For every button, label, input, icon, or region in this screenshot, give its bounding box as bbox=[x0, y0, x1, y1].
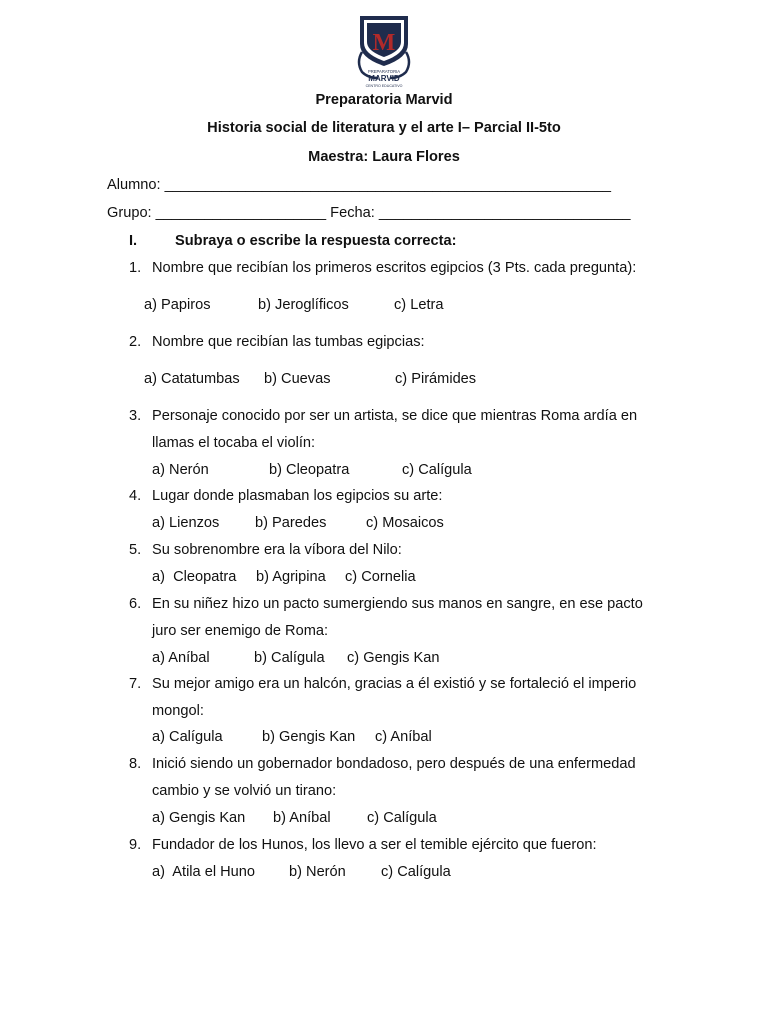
question-text: Nombre que recibían los primeros escritos egipcios (3 Pts. cada pregunta): bbox=[152, 260, 637, 276]
answer-option[interactable]: a) Atila el Huno bbox=[152, 864, 256, 880]
answer-option[interactable]: b) Gengis Kan bbox=[262, 729, 356, 745]
answer-option[interactable]: a) Papiros bbox=[144, 297, 211, 313]
question-text-cont: mongol: bbox=[152, 703, 204, 719]
answer-option[interactable]: a) Lienzos bbox=[152, 515, 220, 531]
answer-option[interactable]: b) Cleopatra bbox=[269, 462, 350, 478]
question-number: 2. bbox=[129, 334, 142, 350]
answer-option[interactable]: b) Nerón bbox=[289, 864, 346, 880]
school-logo-crest bbox=[356, 14, 412, 90]
answer-option[interactable]: a) Cleopatra bbox=[152, 569, 237, 585]
answer-option[interactable]: b) Cuevas bbox=[264, 371, 331, 387]
question-text-cont: llamas el tocaba el violín: bbox=[152, 435, 316, 451]
answer-option[interactable]: a) Gengis Kan bbox=[152, 810, 246, 826]
answer-option[interactable]: c) Gengis Kan bbox=[347, 650, 440, 666]
student-name-field[interactable]: Alumno: _______________________________________________________ bbox=[107, 177, 611, 193]
question-number: 3. bbox=[129, 408, 142, 424]
question-text-cont: juro ser enemigo de Roma: bbox=[152, 623, 329, 639]
answer-option[interactable]: b) Jeroglíficos bbox=[258, 297, 349, 313]
answer-option[interactable]: b) Calígula bbox=[254, 650, 325, 666]
answer-option[interactable]: b) Aníbal bbox=[273, 810, 331, 826]
question-text-cont: cambio y se volvió un tirano: bbox=[152, 783, 337, 799]
section-title: Subraya o escribe la respuesta correcta: bbox=[175, 233, 457, 249]
question-text: Nombre que recibían las tumbas egipcias: bbox=[152, 334, 425, 350]
course-title: Historia social de literatura y el arte I– Parcial II-5to bbox=[207, 120, 561, 136]
answer-option[interactable]: a) Nerón bbox=[152, 462, 209, 478]
answer-option[interactable]: c) Mosaicos bbox=[366, 515, 444, 531]
question-text: Su sobrenombre era la víbora del Nilo: bbox=[152, 542, 402, 558]
answer-option[interactable]: c) Calígula bbox=[402, 462, 472, 478]
answer-option[interactable]: c) Aníbal bbox=[375, 729, 432, 745]
logo-text-top: PREPARATORIA bbox=[367, 69, 401, 74]
answer-option[interactable]: c) Calígula bbox=[381, 864, 451, 880]
question-number: 9. bbox=[129, 837, 142, 853]
logo-text-bottom: CENTRO EDUCATIVO bbox=[365, 84, 403, 88]
answer-option[interactable]: a) Catatumbas bbox=[144, 371, 240, 387]
question-number: 6. bbox=[129, 596, 142, 612]
question-text: Su mejor amigo era un halcón, gracias a él existió y se fortaleció el imperio bbox=[152, 676, 637, 692]
question-text: Lugar donde plasmaban los egipcios su arte: bbox=[152, 488, 443, 504]
section-number: I. bbox=[129, 233, 138, 249]
answer-option[interactable]: b) Paredes bbox=[255, 515, 327, 531]
question-number: 8. bbox=[129, 756, 142, 772]
group-date-field[interactable]: Grupo: _____________________ Fecha: _______________________________ bbox=[107, 205, 631, 221]
question-text: Fundador de los Hunos, los llevo a ser el temible ejército que fueron: bbox=[152, 837, 597, 853]
logo-text-main: MARVID bbox=[368, 74, 400, 83]
answer-option[interactable]: c) Pirámides bbox=[395, 371, 477, 387]
answer-option[interactable]: a) Calígula bbox=[152, 729, 223, 745]
question-number: 1. bbox=[129, 260, 142, 276]
answer-option[interactable]: c) Letra bbox=[394, 297, 444, 313]
question-number: 5. bbox=[129, 542, 142, 558]
question-number: 7. bbox=[129, 676, 142, 692]
answer-option[interactable]: c) Cornelia bbox=[345, 569, 416, 585]
question-text: Inició siendo un gobernador bondadoso, pero después de una enfermedad bbox=[152, 756, 636, 772]
answer-option[interactable]: b) Agripina bbox=[256, 569, 326, 585]
school-name: Preparatoria Marvid bbox=[315, 92, 453, 108]
teacher-name: Maestra: Laura Flores bbox=[308, 149, 460, 165]
answer-option[interactable]: a) Aníbal bbox=[152, 650, 210, 666]
answer-option[interactable]: c) Calígula bbox=[367, 810, 437, 826]
question-text: En su niñez hizo un pacto sumergiendo sus manos en sangre, en ese pacto bbox=[152, 596, 643, 612]
logo-letter: M bbox=[372, 30, 396, 56]
question-number: 4. bbox=[129, 488, 142, 504]
question-text: Personaje conocido por ser un artista, se dice que mientras Roma ardía en bbox=[152, 408, 638, 424]
